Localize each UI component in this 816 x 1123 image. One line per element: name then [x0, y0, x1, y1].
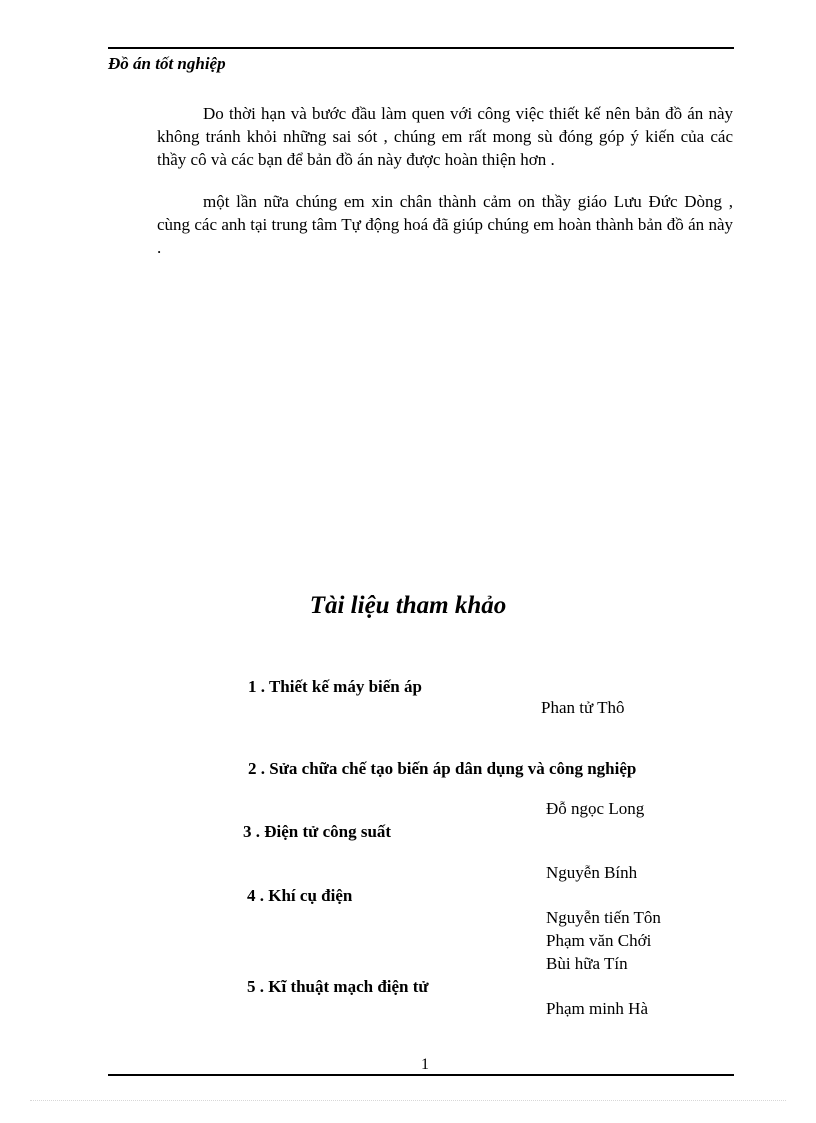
- reference-title-4: 4 . Khí cụ điện: [247, 886, 353, 905]
- paragraph-acknowledgement: một lần nữa chúng em xin chân thành cảm on thầy giáo Lưu Đức Dòng , cùng các anh tại trung tâm Tự động hoá đã giúp chúng em hoàn thành bản đồ án này .: [157, 192, 733, 257]
- reference-author: Phạm minh Hà: [546, 999, 648, 1018]
- reference-author: Phan tử Thô: [541, 698, 625, 717]
- reference-title-5: 5 . Kĩ thuật mạch điện tử: [247, 977, 429, 996]
- paragraph-closing-note: Do thời hạn và bước đầu làm quen với công việc thiết kế nên bản đồ án này không tránh khỏi những sai sót , chúng em rất mong sù đóng góp ý kiến của các thầy cô và các bạn để bản đồ án này được hoàn thiện hơn .: [157, 104, 733, 169]
- reference-title-2: 2 . Sửa chữa chế tạo biến áp dân dụng và công nghiệp: [248, 759, 637, 778]
- reference-author: Đỗ ngọc Long: [546, 799, 645, 818]
- references-heading: Tài liệu tham khảo: [309, 592, 507, 619]
- header-title: Đồ án tốt nghiệp: [108, 54, 226, 73]
- header-rule: [108, 47, 734, 49]
- footer-rule: [108, 1074, 734, 1076]
- reference-author: Bùi hữa Tín: [546, 954, 628, 973]
- reference-author: Phạm văn Chới: [546, 931, 652, 950]
- reference-author: Nguyễn tiến Tôn: [546, 908, 661, 927]
- reference-title-1: 1 . Thiết kế máy biến áp: [248, 677, 422, 696]
- reference-title-3: 3 . Điện tử công suất: [243, 822, 392, 841]
- page-number: 1: [421, 1056, 429, 1073]
- reference-author: Nguyễn Bính: [546, 863, 638, 882]
- page-edge-dots: [30, 1100, 786, 1101]
